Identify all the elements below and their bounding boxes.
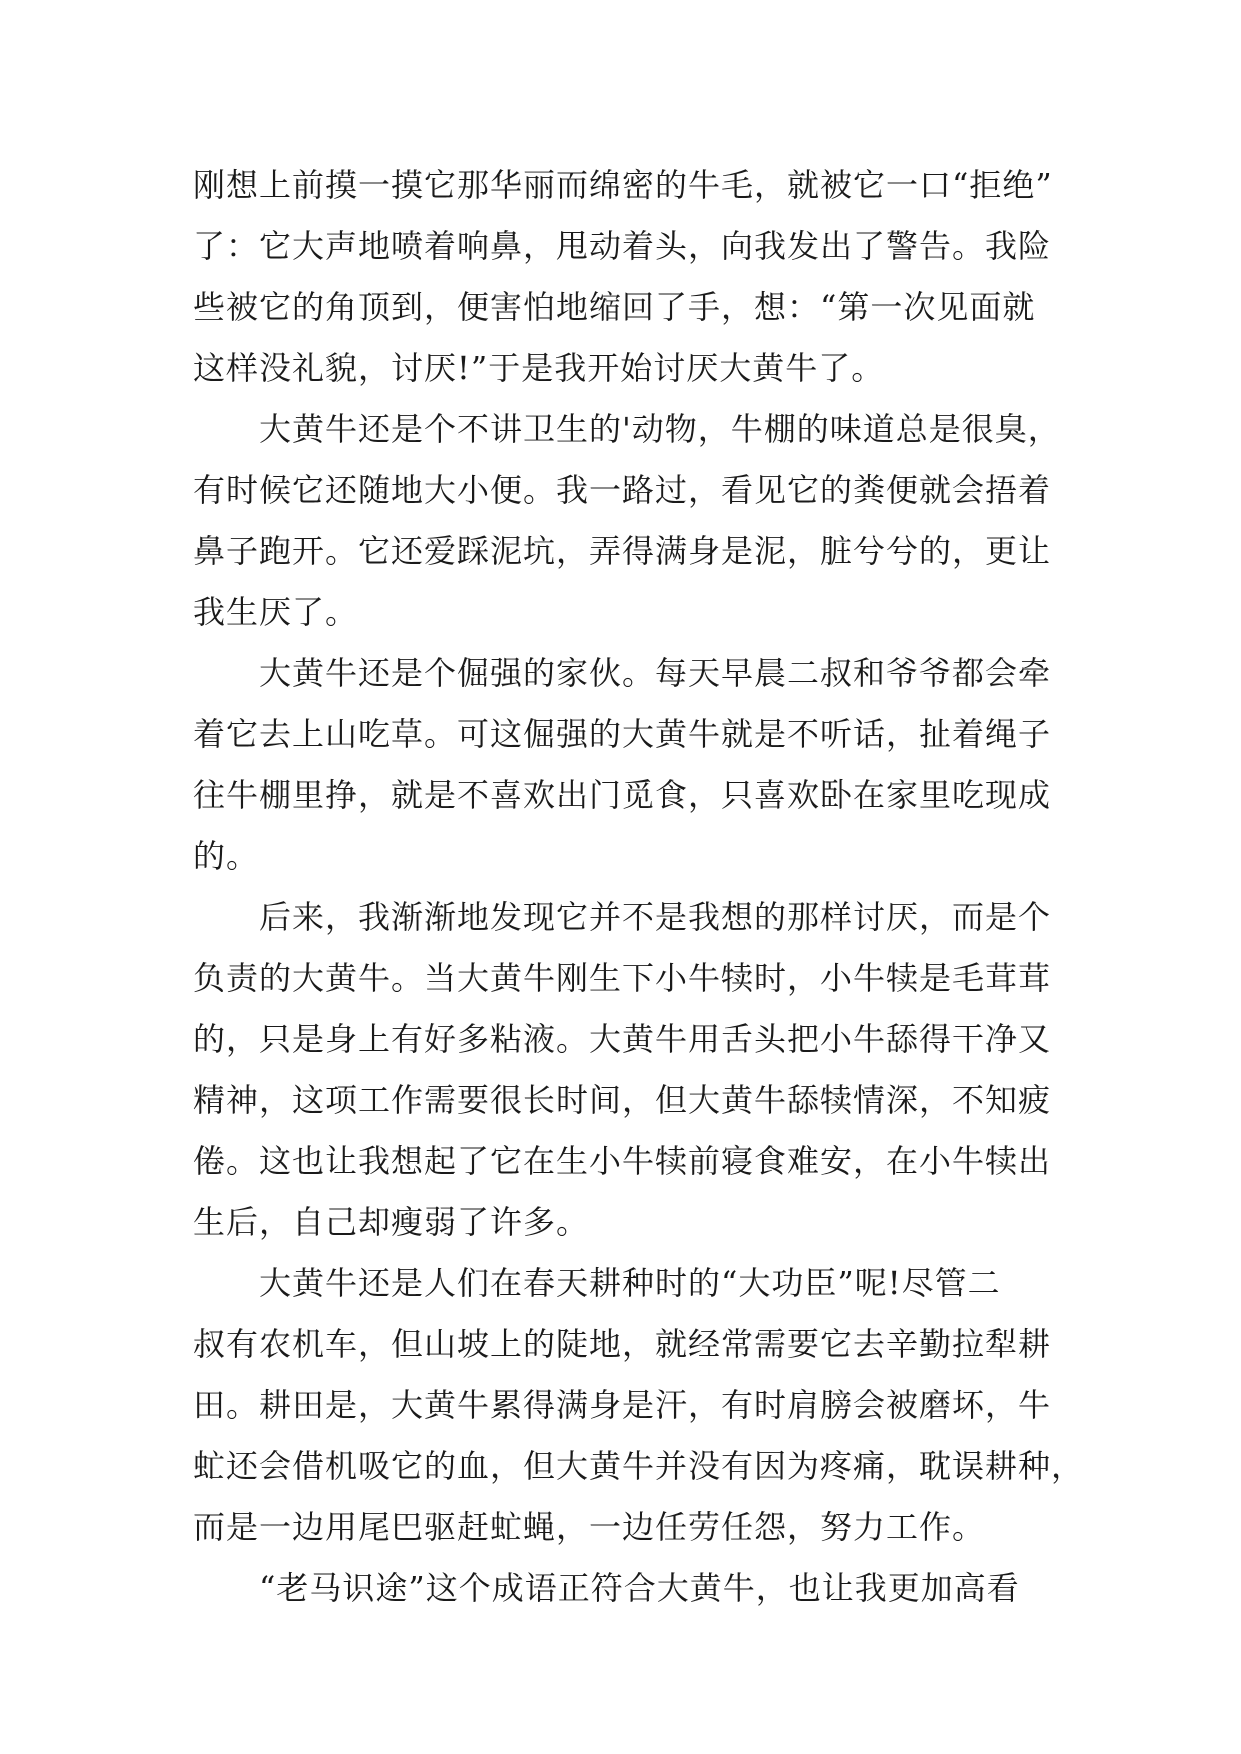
text-line: 了：它大声地喷着响鼻，甩动着头，向我发出了警告。我险 bbox=[193, 227, 1052, 265]
body-text bbox=[193, 155, 1085, 1619]
text-line: 生后，自己却瘦弱了许多。 bbox=[193, 1203, 590, 1241]
text-line: 往牛棚里挣，就是不喜欢出门觅食，只喜欢卧在家里吃现成 bbox=[193, 776, 1052, 814]
text-line: 鼻子跑开。它还爱踩泥坑，弄得满身是泥，脏兮兮的，更让 bbox=[193, 532, 1052, 570]
text-line: 倦。这也让我想起了它在生小牛犊前寝食难安，在小牛犊出 bbox=[193, 1142, 1052, 1180]
text-line: 的，只是身上有好多粘液。大黄牛用舌头把小牛舔得干净又 bbox=[193, 1020, 1052, 1058]
paragraph-first-line: 大黄牛还是个倔强的家伙。每天早晨二叔和爷爷都会牵 bbox=[259, 654, 1052, 692]
text-line: 叔有农机车，但山坡上的陡地，就经常需要它去辛勤拉犁耕 bbox=[193, 1325, 1052, 1363]
text-line: 的。 bbox=[193, 837, 260, 875]
text-line: 着它去上山吃草。可这倔强的大黄牛就是不听话，扯着绳子 bbox=[193, 715, 1052, 753]
text-line: 些被它的角顶到，便害怕地缩回了手，想：“第一次见面就 bbox=[193, 288, 1036, 326]
text-line: 负责的大黄牛。当大黄牛刚生下小牛犊时，小牛犊是毛茸茸 bbox=[193, 959, 1052, 997]
text-line: 虻还会借机吸它的血，但大黄牛并没有因为疼痛，耽误耕种， bbox=[193, 1447, 1085, 1485]
text-line: 这样没礼貌，讨厌!”于是我开始讨厌大黄牛了。 bbox=[193, 349, 885, 387]
paragraph-first-line: “老马识途”这个成语正符合大黄牛，也让我更加高看 bbox=[259, 1569, 1020, 1607]
text-line: 田。耕田是，大黄牛累得满身是汗，有时肩膀会被磨坏，牛 bbox=[193, 1386, 1052, 1424]
paragraph-first-line: 后来，我渐渐地发现它并不是我想的那样讨厌，而是个 bbox=[259, 898, 1052, 936]
text-line: 精神，这项工作需要很长时间，但大黄牛舔犊情深，不知疲 bbox=[193, 1081, 1052, 1119]
paragraph-first-line: 大黄牛还是个不讲卫生的'动物，牛棚的味道总是很臭， bbox=[259, 410, 1061, 448]
text-line: 刚想上前摸一摸它那华丽而绵密的牛毛，就被它一口“拒绝” bbox=[193, 166, 1053, 204]
text-line: 而是一边用尾巴驱赶虻蝇，一边任劳任怨，努力工作。 bbox=[193, 1508, 986, 1546]
text-line: 有时候它还随地大小便。我一路过，看见它的粪便就会捂着 bbox=[193, 471, 1052, 509]
paragraph-first-line: 大黄牛还是人们在春天耕种时的“大功臣”呢!尽管二 bbox=[259, 1264, 1001, 1302]
text-line: 我生厌了。 bbox=[193, 593, 359, 631]
